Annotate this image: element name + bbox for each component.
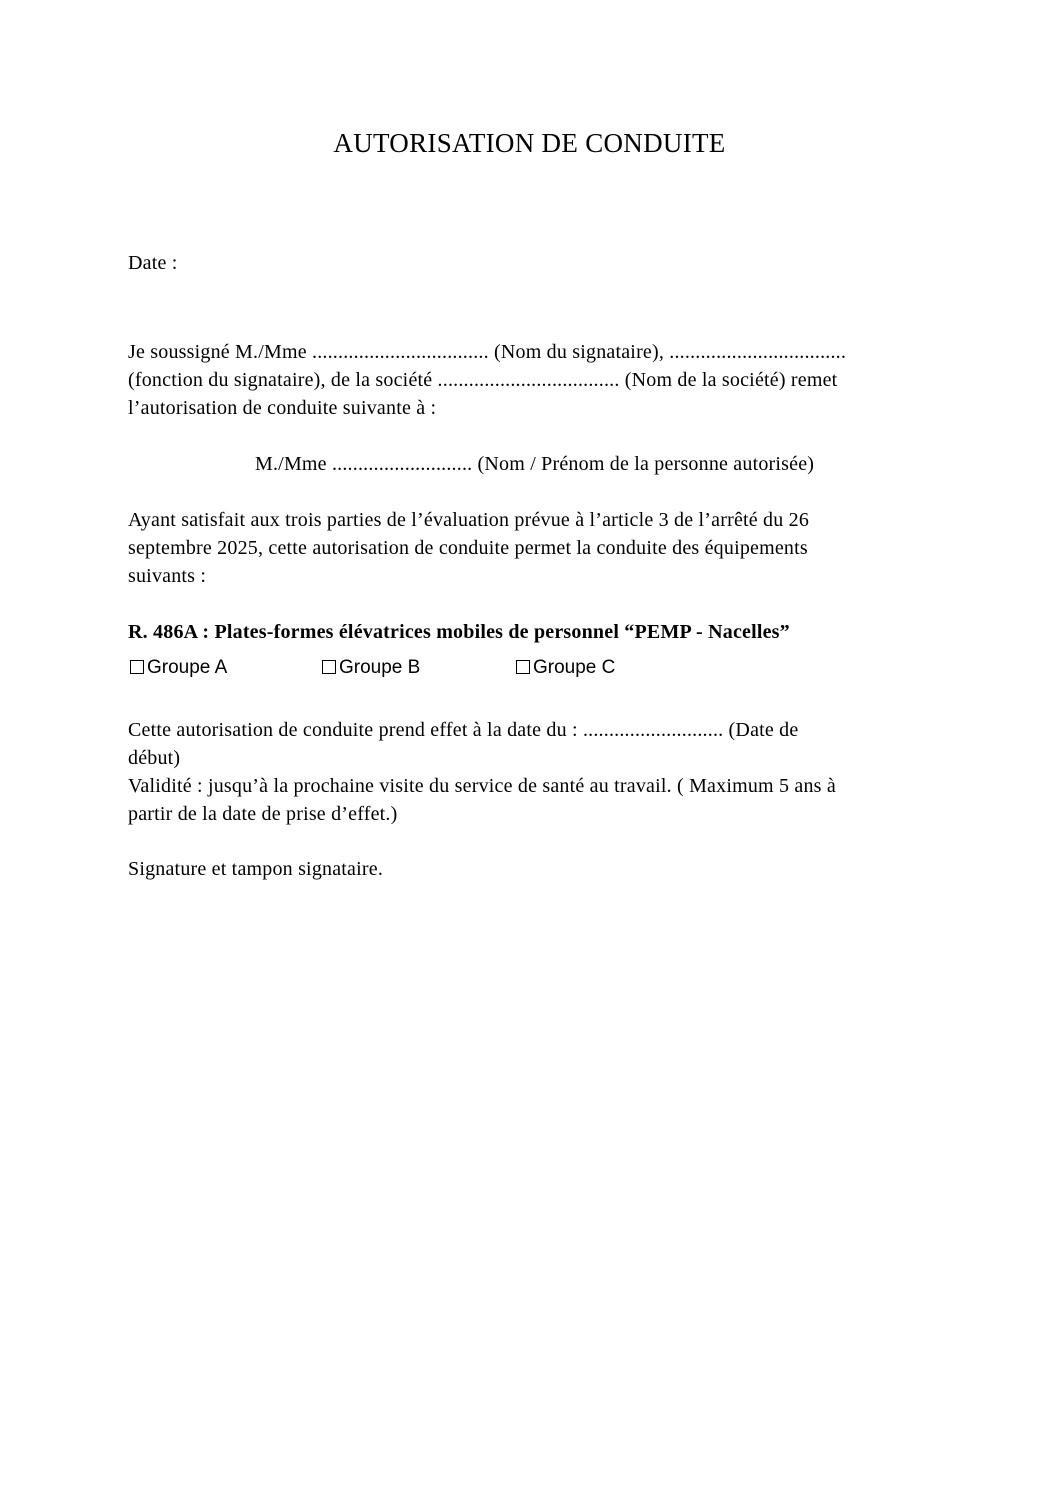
groupe-c-checkbox[interactable] [516, 660, 530, 674]
text-line: septembre 2025, cette autorisation de conduite permet la conduite des équipements [128, 537, 808, 559]
text-line: Cette autorisation de conduite prend effet à la date du : ........................... (Date de [128, 719, 799, 741]
text-line: Validité : jusqu’à la prochaine visite du service de santé au travail. ( Maximum 5 ans à [128, 775, 836, 797]
text-line: Ayant satisfait aux trois parties de l’évaluation prévue à l’article 3 de l’arrêté du 26 [128, 509, 810, 531]
evaluation-paragraph [128, 506, 949, 590]
group-checkbox-row [128, 655, 949, 683]
effect-paragraph [128, 716, 949, 828]
equipment-category-heading: R. 486A : Plates-formes élévatrices mobiles de personnel “PEMP - Nacelles” [128, 621, 790, 643]
group-label: Groupe A [147, 657, 228, 678]
authorized-person-line: M./Mme ........................... (Nom / Prénom de la personne autorisée) [255, 453, 815, 475]
groupe-b-checkbox[interactable] [322, 660, 336, 674]
text-line: l’autorisation de conduite suivante à : [128, 397, 437, 419]
text-line: suivants : [128, 565, 207, 587]
date-label: Date : [128, 252, 178, 274]
signature-label: Signature et tampon signataire. [128, 858, 384, 880]
group-option-a [130, 655, 227, 681]
group-option-b [322, 655, 420, 681]
group-option-c [516, 655, 615, 681]
intro-paragraph [128, 338, 949, 422]
text-line: (fonction du signataire), de la société ................................... (Nom de la société) remet [128, 369, 838, 391]
group-label: Groupe C [533, 657, 616, 678]
page-title: AUTORISATION DE CONDUITE [333, 128, 726, 158]
groupe-a-checkbox[interactable] [130, 660, 144, 674]
text-line: partir de la date de prise d’effet.) [128, 803, 398, 825]
group-label: Groupe B [339, 657, 421, 678]
text-line: Je soussigné M./Mme .................................. (Nom du signataire), .................................. [128, 341, 847, 363]
text-line: début) [128, 747, 181, 769]
